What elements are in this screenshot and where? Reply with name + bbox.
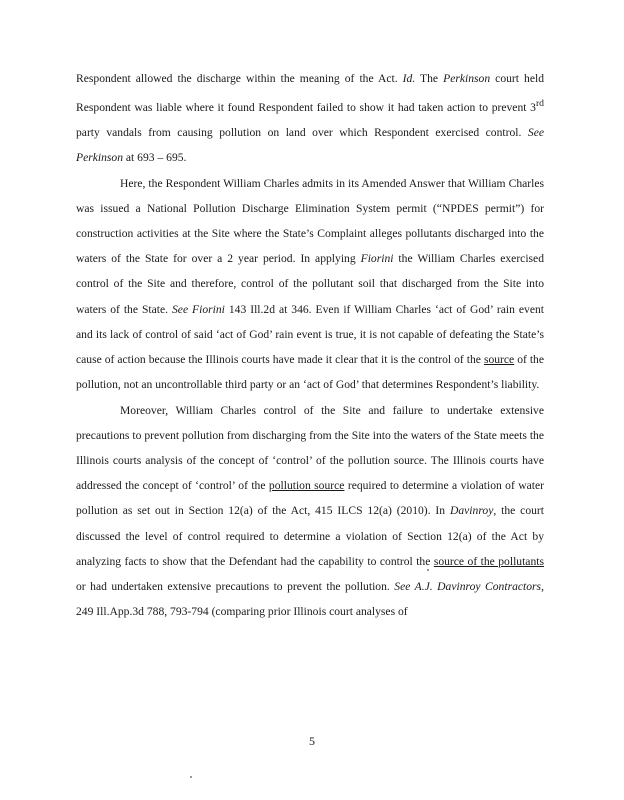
text-run: of the pollution, not an uncontrollable third party or an ‘act of God’ that determines Respondent’s liability. bbox=[76, 353, 545, 392]
text-run: party vandals from causing pollution on land over which Respondent exercised control. bbox=[76, 126, 528, 140]
text-run: Respondent allowed the discharge within the meaning of the Act. bbox=[76, 72, 403, 85]
text-run: Moreover, William Charles control of the Site and failure to undertake extensive precautions to prevent pollution from discharging from the Site into the waters of the State meets the Illinois courts analysis of the concept of ‘control’ of the pollution source. The Illinois courts have addressed the concept of ‘control’ of the bbox=[76, 403, 544, 493]
italic-citation: Fiorini bbox=[360, 252, 394, 266]
paragraph-3 bbox=[76, 398, 544, 625]
italic-citation: See Fiorini bbox=[172, 302, 225, 316]
italic-citation: See A.J. Davinroy Contractors bbox=[394, 579, 542, 593]
text-run: 143 Ill.2d at 346. Even if William Charles ‘act of God’ rain event and its lack of control of said ‘act of God’ rain event is true, it is not capable of defeating the State’s cause of action because the Illinois courts have made it clear that it is the control of the bbox=[76, 302, 544, 367]
italic-citation: Perkinson bbox=[443, 72, 491, 85]
scan-speck bbox=[190, 776, 192, 778]
ordinal-superscript: rd bbox=[535, 98, 544, 110]
text-run: the William Charles exercised control of the Site and therefore, control of the pollutant soil that discharged from the Site into waters of the State. bbox=[76, 252, 544, 316]
text-run: at 693 – 695. bbox=[123, 151, 187, 165]
body-text bbox=[76, 66, 544, 624]
paragraph-1 bbox=[76, 66, 544, 171]
page-number: 5 bbox=[309, 734, 315, 748]
underlined-emphasis: source of the pollutants bbox=[433, 554, 544, 568]
text-run: The bbox=[415, 72, 444, 85]
italic-citation: See Perkinson bbox=[76, 126, 544, 165]
scan-speck bbox=[427, 569, 429, 571]
italic-citation: Davinroy bbox=[449, 504, 494, 518]
text-run: Here, the Respondent William Charles admits in its Amended Answer that William Charles was issued a National Pollution Discharge Elimination System permit (“NPDES permit”) for construction activities at the Site where the State’s Complaint alleges pollutants discharged into the waters of the State for over a 2 year period. In applying bbox=[76, 176, 544, 266]
paragraph-2 bbox=[76, 171, 544, 398]
text-run: , the court discussed the level of control required to determine a violation of Section 12(a) of the Act by analyzing facts to show that the Defendant had the capability to control the bbox=[76, 504, 544, 568]
text-run: required to determine a violation of water pollution as set out in Section 12(a) of the Act, 415 ILCS 12(a) (2010). In bbox=[76, 479, 544, 518]
text-run: court held Respondent was liable where it found Respondent failed to show it had taken action to prevent 3 bbox=[76, 72, 544, 115]
text-run: , 249 Ill.App.3d 788, 793-794 (comparing prior Illinois court analyses of bbox=[76, 579, 544, 619]
underlined-emphasis: pollution source bbox=[268, 479, 345, 493]
text-run: or had undertaken extensive precautions to prevent the pollution. bbox=[76, 579, 395, 593]
underlined-emphasis: source bbox=[483, 353, 515, 367]
italic-citation: Id. bbox=[402, 72, 416, 85]
